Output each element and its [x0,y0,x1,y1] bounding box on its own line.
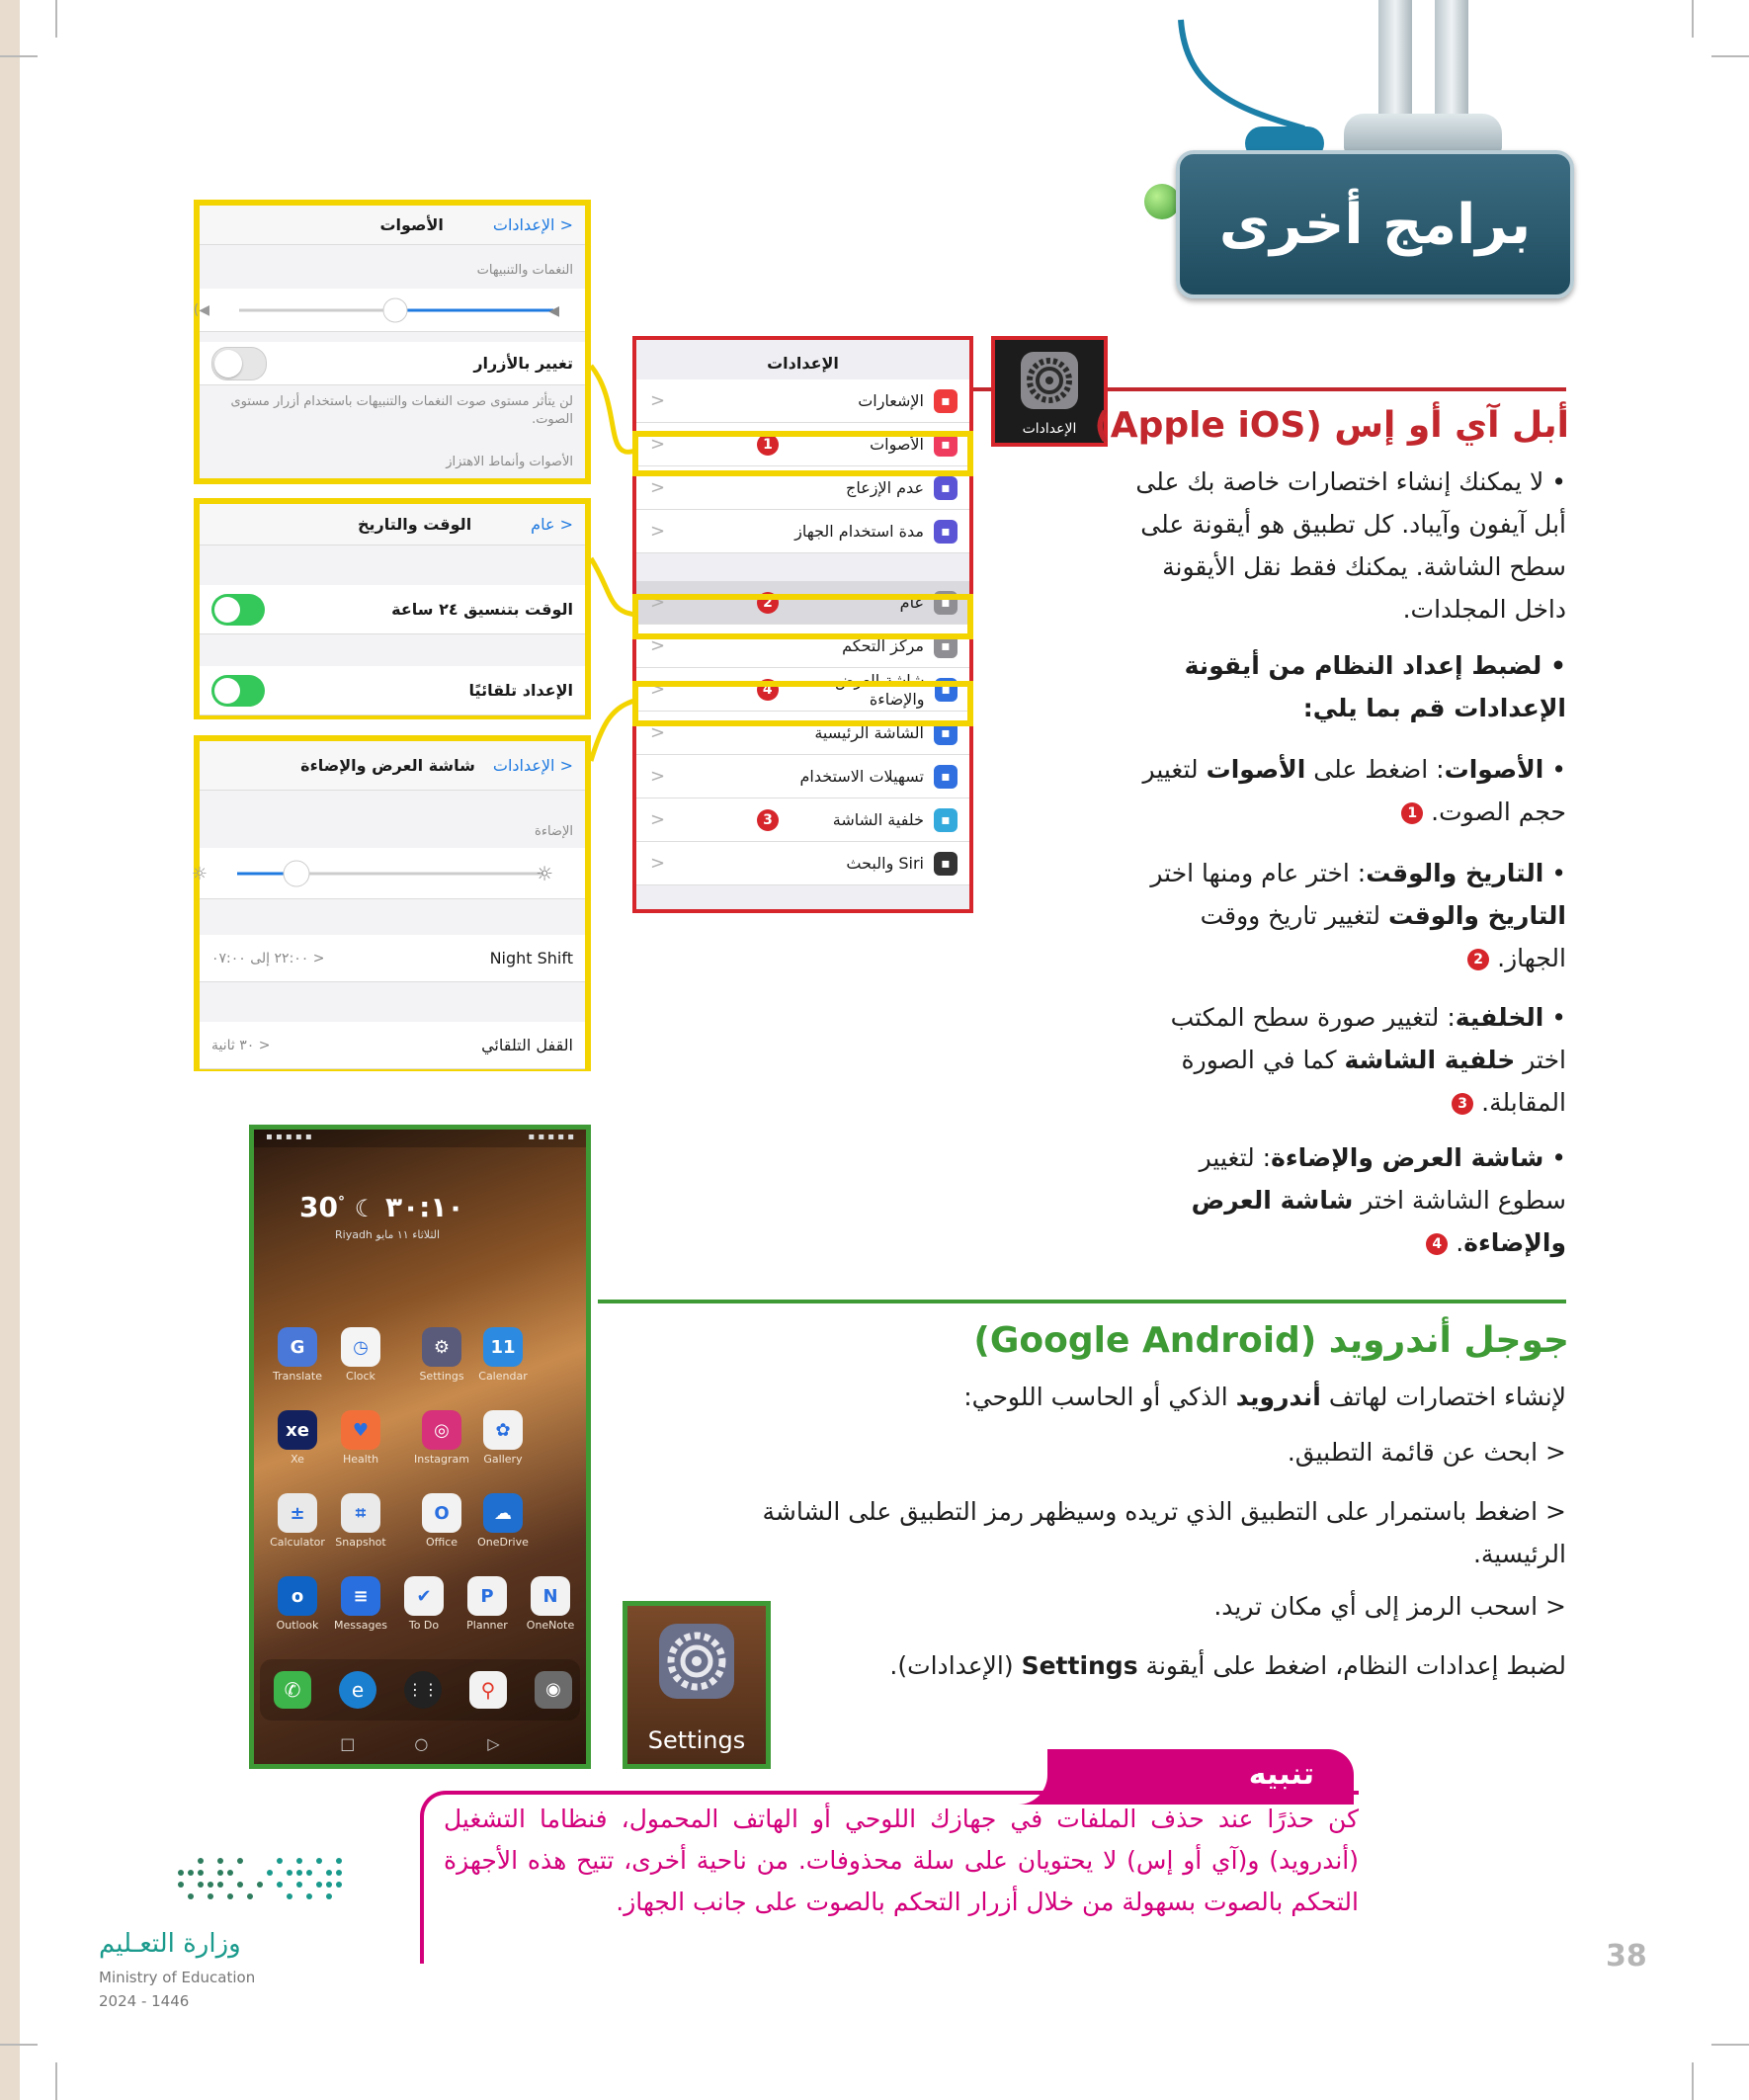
item-bold: شاشة العرض والإضاءة [1191,1186,1566,1257]
logo-dot [178,1870,184,1876]
instruction-bold: Settings [1021,1651,1138,1680]
app-label: Clock [346,1370,375,1383]
app-label: Outlook [276,1619,319,1632]
logo-dot [316,1858,322,1864]
change-with-buttons-toggle[interactable] [211,347,267,380]
ios-datetime-panel [194,498,591,719]
banner-title: برامج أخرى [1218,192,1532,257]
app-instagram[interactable] [412,1410,471,1466]
gear-icon [1019,350,1080,411]
night-shift-time: ٢٢:٠٠ إلى ٠٧:٠٠ [211,950,309,966]
ministry-logo-icon [178,1858,351,1917]
callout-number: 1 [1401,802,1423,824]
weather-sub [335,1228,440,1241]
app-settings[interactable] [412,1327,471,1383]
nav-bar [254,1726,586,1760]
24h-toggle[interactable] [211,594,265,626]
item-text: : اضغط على [1305,755,1445,784]
settings-row-label: الأصوات [870,435,924,454]
app-label: Messages [334,1619,387,1632]
logo-dot [326,1870,332,1876]
logo-dot [326,1882,332,1888]
status-bar: ▪ ▪ ▪ ▪ ▪ ▪ ▪ ▪ ▪ ▪ [254,1130,586,1147]
back-label: عام [531,515,555,534]
note-box [420,1791,1359,1964]
onedrive-icon: ☁ [483,1493,523,1533]
brightness-slider-row[interactable] [191,848,585,899]
page-margin-strip [0,0,20,2100]
intro-text: لإنشاء اختصارات لهاتف [1320,1383,1566,1411]
hourglass-icon: ▪ [934,520,958,544]
grid-icon: ▪ [934,721,958,745]
logo-dot [306,1893,312,1899]
app-gallery[interactable] [473,1410,533,1466]
ios-bullet-2-text: لضبط إعداد النظام من أيقونة الإعدادات قم بما يلي: [1184,651,1566,722]
logo-dot [237,1882,243,1888]
android-divider [598,1300,1566,1303]
chevron-icon: < [650,390,666,411]
app-label: Snapshot [335,1536,386,1549]
item-text: : لتغيير سطوع الشاشة اختر [1199,1143,1566,1215]
logo-dot [198,1858,204,1864]
settings-icon: ⚙ [422,1327,461,1367]
home-button-icon[interactable]: ○ [414,1733,429,1753]
temperature: 30 [299,1191,338,1223]
health-icon: ♥ [341,1410,380,1450]
android-phone-screenshot [249,1125,591,1769]
app-label: Instagram [414,1453,469,1466]
app-clock[interactable] [331,1327,390,1383]
panel-title: الأصوات [379,215,444,234]
settings-row-label: خلفية الشاشة [832,810,924,829]
note-title: تنبيه [1248,1757,1314,1792]
logo-dot [247,1893,253,1899]
callout-connectors [583,346,652,721]
settings-row-label: عدم الإزعاج [846,478,924,497]
callout-number: 2 [757,592,779,614]
instruction-text: (الإعدادات). [889,1651,1022,1680]
app-label: Gallery [483,1453,523,1466]
app-snapshot[interactable] [331,1493,390,1549]
logo-dot [178,1882,184,1888]
settings-row[interactable] [636,842,969,885]
date: الثلاثاء ١١ مايو [375,1228,441,1241]
logo-dot [217,1870,223,1876]
snapshot-icon: ⌗ [341,1493,380,1533]
crop-mark [55,2062,57,2100]
step-text: اضغط باستمرار على التطبيق الذي تريده وسيظهر رمز التطبيق على الشاشة الرئيسية. [762,1497,1566,1568]
chevron-icon: < [650,766,666,787]
clock-time: ٣٠:١٠ [384,1191,464,1223]
settings-row-label: مدة استخدام الجهاز [794,522,924,541]
ios-settings-icon-label: الإعدادات [1022,421,1077,437]
crop-mark [0,55,38,57]
settings-row-label: شاشة العرض والإضاءة [834,670,925,709]
ministry-english: Ministry of Education [99,1969,256,1986]
back-button-icon[interactable]: ▷ [487,1733,500,1753]
app-health[interactable] [331,1410,390,1466]
brightness-slider[interactable] [191,858,577,889]
panel-title: شاشة العرض والإضاءة [300,756,475,775]
android-settings-instruction [791,1644,1566,1687]
svg-text:◀): ◀) [193,302,209,318]
app-outlook[interactable] [268,1576,327,1632]
bell-icon: ▪ [934,389,958,413]
ios-bullet-1-text: لا يمكنك إنشاء اختصارات خاصة بك على أبل آيفون وآيباد. كل تطبيق هو أيقونة على سطح الشاشة. يمكنك فقط نقل الأيقونة داخل المجلدات. [1135,467,1566,624]
gallery-icon: ✿ [483,1410,523,1450]
chevron-icon: < [650,679,666,700]
logo-dot [188,1870,194,1876]
instruction-text: لضبط إعدادات النظام، اضغط على أيقونة [1137,1651,1566,1680]
app-messages[interactable] [331,1576,390,1632]
app-label: Calendar [478,1370,528,1383]
settings-row-label: عام [899,593,924,612]
app-label: Settings [419,1370,464,1383]
callout-number: 4 [1426,1233,1448,1255]
night-shift-value[interactable]: < ٢٢:٠٠ إلى ٠٧:٠٠ [211,950,325,966]
item-term: الخلفية [1455,1003,1544,1032]
crop-mark [1711,55,1749,57]
logo-dot [198,1870,204,1876]
intro-text: الذكي أو الحاسب اللوحي: [963,1383,1236,1411]
back-link[interactable]: < الإعدادات [492,215,573,234]
logo-dot [217,1858,223,1864]
android-intro [810,1376,1566,1418]
app-label: OneNote [526,1619,575,1632]
logo-dot [336,1882,342,1888]
chevron-icon: < [650,592,666,613]
item-text: كما في الصورة المقابلة. [1181,1046,1566,1117]
autolock-label: القفل التلقائي [481,1036,573,1054]
svg-text:◀: ◀ [548,303,559,319]
crop-mark [55,0,57,38]
back-label: الإعدادات [492,756,555,775]
ios-item-wallpaper: • الخلفية: لتغيير صورة سطح المكتب اختر خلفية الشاشة كما في الصورة المقابلة. 3 [1170,1003,1566,1117]
step-text: اسحب الرمز إلى أي مكان تريد. [1213,1592,1539,1621]
back-link[interactable]: < الإعدادات [492,756,573,775]
intro-bold: أندرويد [1235,1383,1321,1411]
app-onedrive[interactable] [473,1493,533,1549]
android-heading: جوجل أندرويد (Google Android) [973,1320,1569,1361]
24h-label: الوقت بتنسيق ٢٤ ساعة [391,600,573,619]
sounds-footer: الأصوات وأنماط الاهتزاز [446,455,573,469]
autolock-value[interactable]: < ٣٠ ثانية [211,1037,271,1053]
messages-icon: ≡ [341,1576,380,1616]
settings-gear-icon [655,1620,738,1703]
page-number: 38 [1606,1939,1647,1974]
item-text: لتغيير حجم الصوت. [1142,755,1566,826]
app-label: Translate [273,1370,322,1383]
app-label: Health [342,1453,379,1466]
chevron-icon: < [650,635,666,656]
ios-sounds-panel [194,200,591,484]
android-step-3: < اسحب الرمز إلى أي مكان تريد. [1213,1592,1566,1621]
ios-item-sounds: • الأصوات: اضغط على الأصوات لتغيير حجم الصوت. 1 [1142,755,1566,826]
pipe-left [1378,0,1412,128]
chevron-icon: < [650,521,666,542]
aa-icon: ▪ [935,678,958,702]
callout-number: 3 [1452,1093,1473,1115]
highlight-sounds-row [632,431,973,476]
item-bold: الأصوات [1206,755,1306,784]
logo-dot [326,1893,332,1899]
ios-display-panel [191,735,591,1071]
volume-slider[interactable] [193,296,577,324]
logo-dot [217,1882,223,1888]
ios-bullet-2: • لضبط إعداد النظام من أيقونة الإعدادات قم بما يلي: [1184,651,1566,722]
back-label: الإعدادات [492,215,555,234]
app-calculator[interactable] [268,1493,327,1549]
crop-mark [1692,0,1694,38]
logo-dot [227,1870,233,1876]
clock-icon: ◷ [341,1327,380,1367]
settings-row[interactable] [636,379,969,423]
settings-row-label: مركز التحكم [842,636,924,655]
ios-item-datetime: • التاريخ والوقت: اختر عام ومنها اختر التاريخ والوقت لتغيير تاريخ ووقت الجهاز. 2 [1150,859,1566,972]
svg-text:☼: ☼ [191,864,208,884]
onenote-icon: N [531,1576,570,1616]
volume-slider-row[interactable] [193,289,585,332]
planner-icon: P [467,1576,507,1616]
chevron-icon: < [650,809,666,830]
switches-icon: ▪ [934,634,958,658]
app-label: Planner [466,1619,508,1632]
chevron-icon: < [650,853,666,874]
siri-icon: ▪ [934,852,958,876]
calculator-icon: ± [278,1493,317,1533]
item-text: : لتغيير صورة سطح المكتب اختر [1170,1003,1566,1074]
logo-dot [188,1893,194,1899]
app-xe[interactable] [268,1410,327,1466]
note-text: كن حذرًا عند حذف الملفات في جهازك اللوحي أو الهاتف المحمول، فنظاما التشغيل (أندرويد) و(آي أو إس) لا يحتويان على سلة محذوفات. من ناحية أخرى، تتيح هذه الأجهزة التحكم بالصوت بسهولة من خلال أزرار التحكم بالصوت على جانب الجهاز. [444,1805,1359,1916]
pipe-connector [1344,114,1502,153]
ios-connector-line [973,387,993,391]
settings-list-title: الإعدادات [767,354,839,373]
ministry-arabic: وزارة التعـليم [99,1929,241,1959]
translate-icon: G [278,1327,317,1367]
item-term: التاريخ والوقت [1366,859,1544,887]
logo-dot [296,1870,302,1876]
weather-widget[interactable] [299,1191,464,1223]
item-text: لتغيير تاريخ ووقت الجهاز. [1200,901,1566,972]
step-text: ابحث عن قائمة التطبيق. [1287,1438,1539,1467]
section-banner [1176,150,1574,298]
logo-dot [296,1858,302,1864]
green-knob-icon [1144,184,1180,219]
autolock-time: ٣٠ ثانية [211,1037,255,1053]
app-drawer-icon[interactable]: ⋮⋮ [404,1671,442,1709]
callout-number: 1 [757,434,779,456]
chevron-icon: < [650,722,666,743]
logo-dot [208,1893,213,1899]
moon-icon: ▪ [934,476,958,500]
edge-browser-icon[interactable]: e [339,1671,376,1709]
phone-icon[interactable]: ✆ [274,1671,311,1709]
ios-bullet-1: • لا يمكنك إنشاء اختصارات خاصة بك على أبل آيفون وآيباد. كل تطبيق هو أيقونة على سطح الشاشة. يمكنك فقط نقل الأيقونة داخل المجلدات. [1135,467,1566,624]
settings-row[interactable] [636,510,969,553]
highlight-general-row [632,594,973,639]
settings-row-label: تسهيلات الاستخدام [799,767,924,786]
outlook-icon: o [278,1576,317,1616]
logo-dot [287,1870,292,1876]
flower-icon: ▪ [934,808,958,832]
android-settings-icon-label: Settings [647,1726,746,1754]
highlight-display-row [632,681,973,726]
section-label: الإضاءة [535,824,573,839]
logo-dot [306,1870,312,1876]
item-bold: خلفية الشاشة [1344,1046,1516,1074]
chevron-icon: < [650,434,666,455]
office-icon: O [422,1493,461,1533]
instagram-icon: ◎ [422,1410,461,1450]
calendar-icon: 11 [483,1327,523,1367]
ios-item-display: • شاشة العرض والإضاءة: لتغيير سطوع الشاشة اختر شاشة العرض والإضاءة. 4 [1191,1143,1566,1257]
android-settings-app-tile [623,1601,771,1769]
crop-mark [0,2044,38,2046]
auto-set-toggle[interactable] [211,675,265,707]
night-shift-label: Night Shift [489,949,573,967]
callout-number: 3 [757,809,779,831]
app-calendar[interactable] [473,1327,533,1383]
back-link[interactable]: < عام [531,515,573,534]
app-translate[interactable] [268,1327,327,1383]
app-label: Xe [291,1453,304,1466]
logo-dot [336,1870,342,1876]
item-term: شاشة العرض والإضاءة [1271,1143,1544,1172]
speaker-icon: ▪ [934,433,958,457]
logo-dot [277,1882,283,1888]
moon-icon: ☾ [354,1195,376,1222]
logo-dot [336,1858,342,1864]
app-planner[interactable] [458,1576,517,1632]
panel-title: الوقت والتاريخ [357,515,472,534]
ios-heading: أبل آي أو إس (Apple iOS) [1094,405,1569,446]
camera-icon[interactable]: ◉ [535,1671,572,1709]
item-term: الأصوات [1444,755,1544,784]
crop-mark [1692,2062,1694,2100]
logo-dot [257,1882,263,1888]
accessibility-icon: ▪ [934,765,958,789]
dock [260,1659,580,1721]
android-step-2: < اضغط باستمرار على التطبيق الذي تريده وسيظهر رمز التطبيق على الشاشة الرئيسية. [762,1497,1566,1568]
logo-dot [267,1870,273,1876]
app-label: Calculator [270,1536,325,1549]
logo-dot [277,1858,283,1864]
temperature-unit: ° [337,1194,345,1211]
app-label: Office [425,1536,458,1549]
logo-dot [208,1882,213,1888]
settings-row-label: الشاشة الرئيسية [814,723,924,742]
crop-mark [1711,2044,1749,2046]
callout-number: 2 [1467,949,1489,970]
logo-dot [287,1893,292,1899]
svg-text:☼: ☼ [536,862,553,885]
xe-icon: xe [278,1410,317,1450]
settings-row-label: Siri والبحث [846,854,924,873]
recents-button-icon[interactable]: □ [340,1733,356,1753]
city: Riyadh [335,1228,373,1241]
item-text: . [1456,1228,1464,1257]
settings-row[interactable] [636,755,969,798]
logo-dot [227,1893,233,1899]
to-do-icon: ✔ [404,1576,444,1616]
section-label: النغمات والتنبيهات [476,263,573,278]
callout-number: 4 [757,679,779,701]
item-bold: التاريخ والوقت [1387,901,1566,930]
app-label: OneDrive [477,1536,529,1549]
logo-dot [198,1882,204,1888]
change-with-buttons-label: تغيير بالأزرار [473,354,573,373]
logo-dot [316,1882,322,1888]
pipe-right [1435,0,1468,128]
sounds-note: لن يتأثر مستوى صوت النغمات والتنبيهات باستخدام أزرار مستوى الصوت. [230,394,573,427]
android-step-1: < ابحث عن قائمة التطبيق. [1287,1438,1566,1467]
app-to-do[interactable] [394,1576,454,1632]
settings-row-label: الإشعارات [858,391,924,410]
app-label: To Do [408,1619,440,1632]
logo-dot [296,1882,302,1888]
maps-icon[interactable]: ⚲ [469,1671,507,1709]
auto-set-label: الإعداد تلقائيًا [468,681,573,700]
app-office[interactable] [412,1493,471,1549]
item-text: : اختر عام ومنها اختر [1150,859,1367,887]
gear-icon: ▪ [934,591,958,615]
ios-divider [1107,387,1566,391]
app-onenote[interactable] [521,1576,580,1632]
chevron-icon: < [650,477,666,498]
settings-row[interactable] [636,798,969,842]
logo-dot [237,1858,243,1864]
ministry-year: 2024 - 1446 [99,1992,190,2010]
